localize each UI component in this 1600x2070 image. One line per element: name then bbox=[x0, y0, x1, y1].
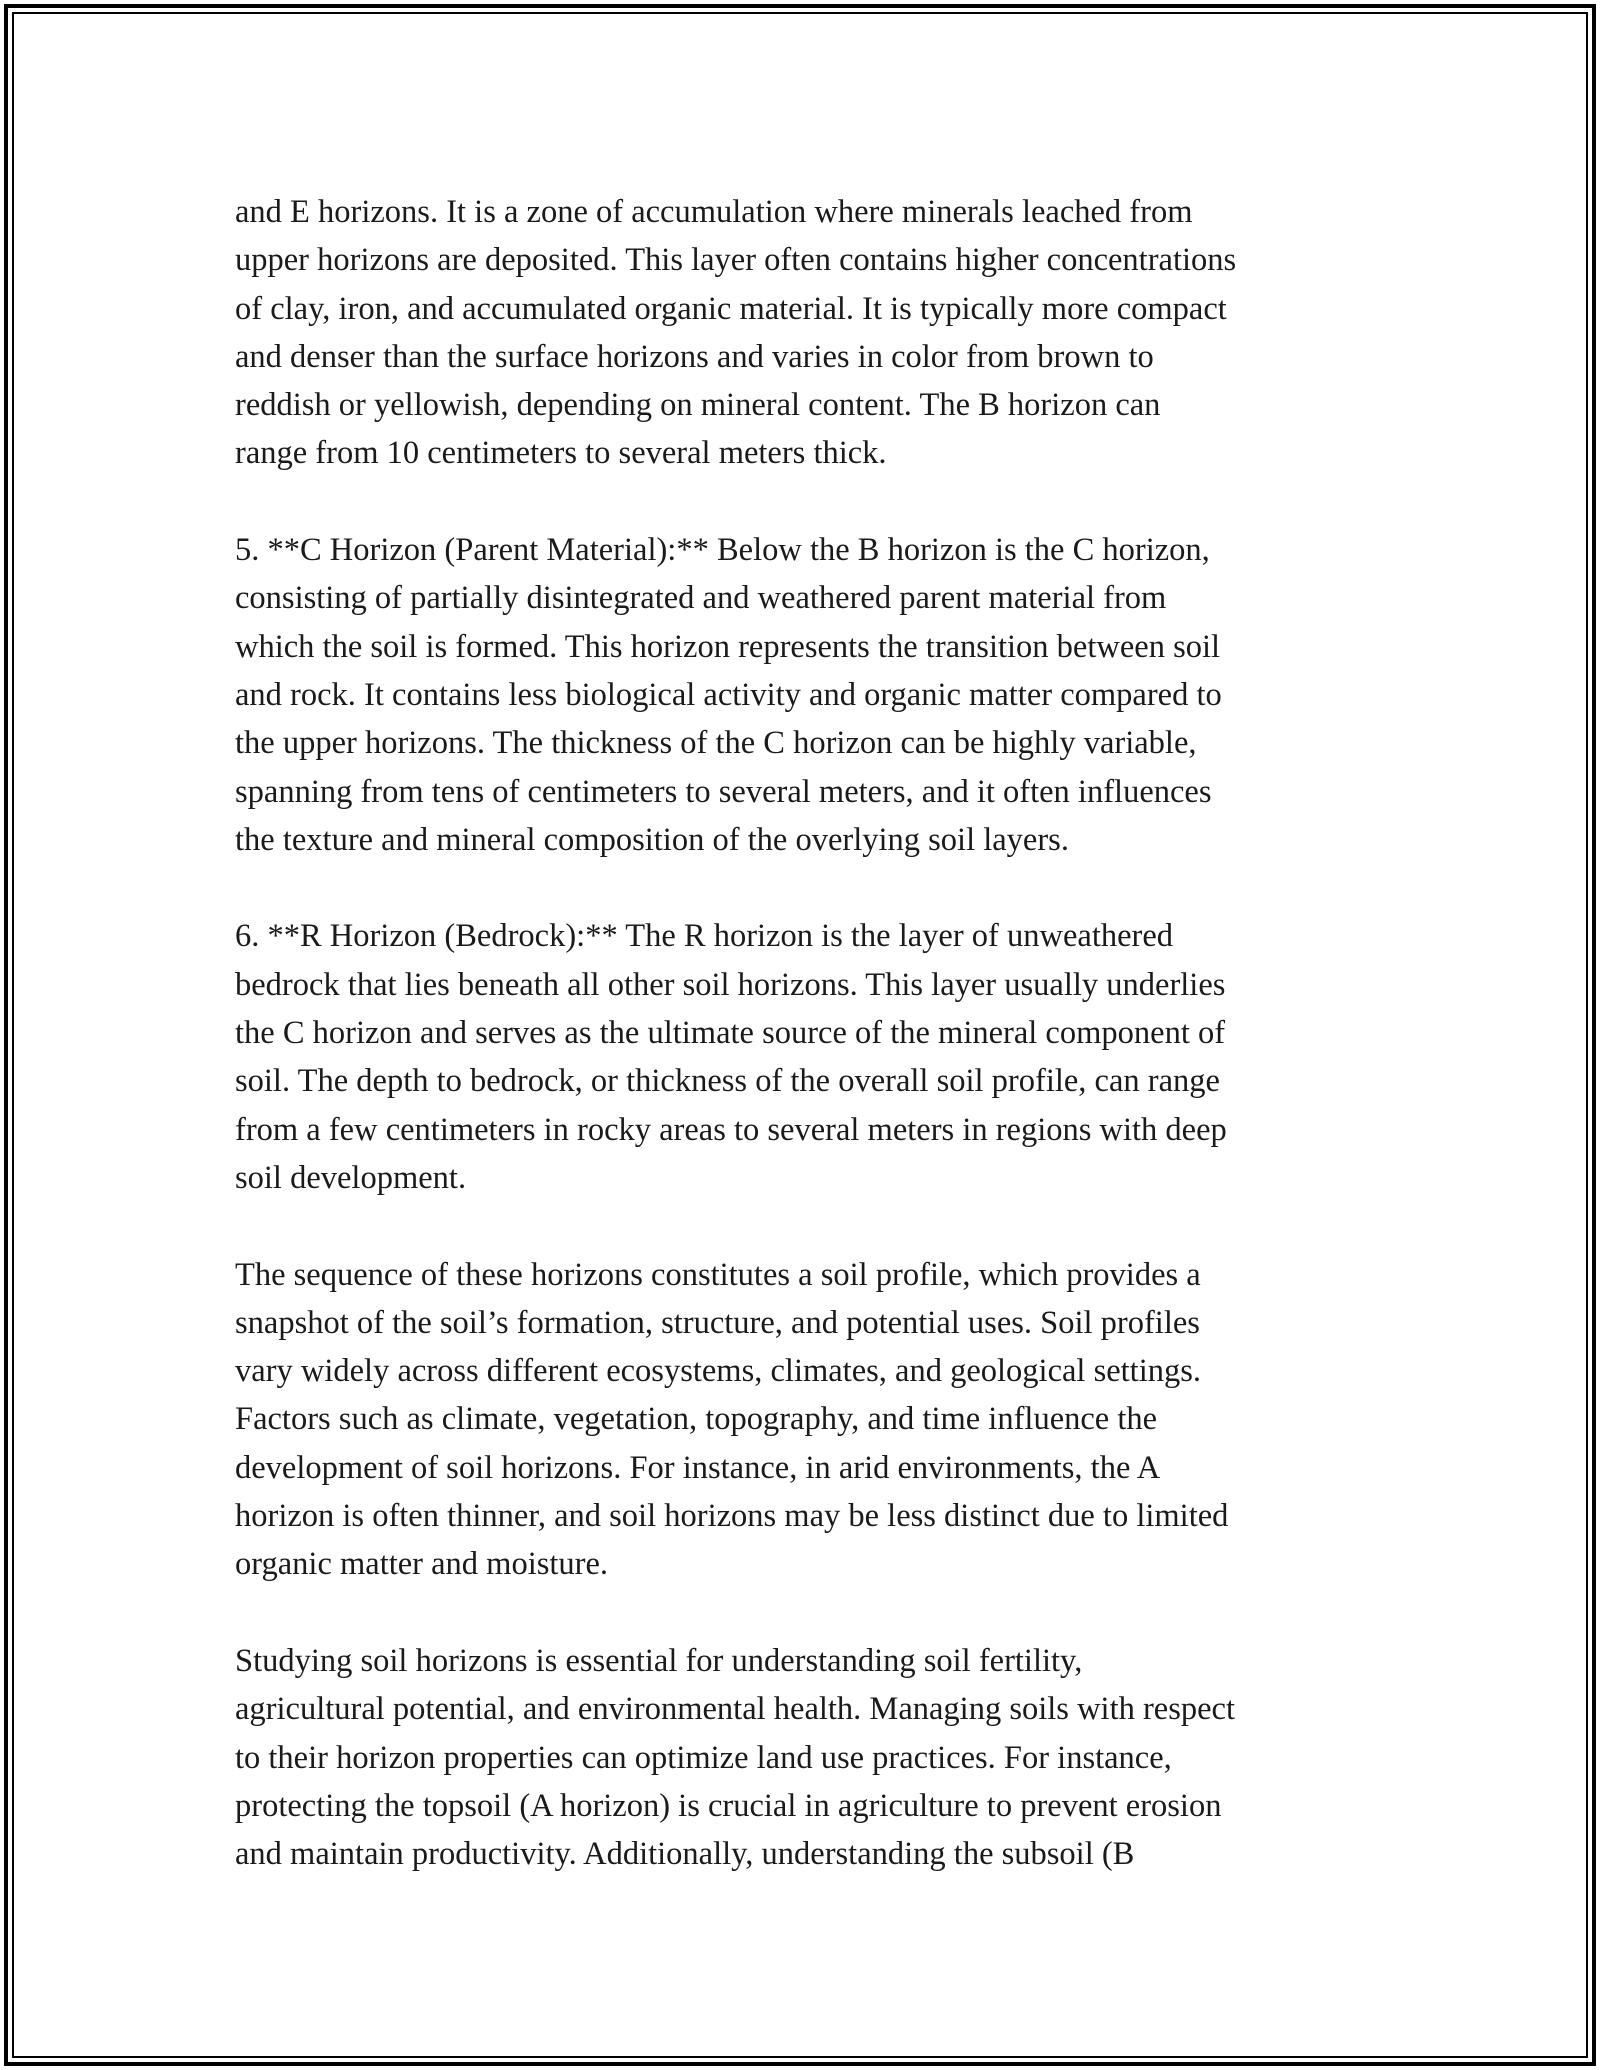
text-line: the upper horizons. The thickness of the C horizon can be highly variable, bbox=[235, 725, 1197, 762]
text-line: the texture and mineral composition of the overlying soil layers. bbox=[235, 821, 1069, 858]
paragraph-studying-horizons bbox=[235, 1637, 1385, 1878]
text-line: snapshot of the soil’s formation, structure, and potential uses. Soil profiles bbox=[235, 1304, 1200, 1341]
text-line: and rock. It contains less biological activity and organic matter compared to bbox=[235, 676, 1222, 713]
text-line: and denser than the surface horizons and varies in color from brown to bbox=[235, 338, 1154, 375]
text-line: which the soil is formed. This horizon represents the transition between soil bbox=[235, 628, 1221, 665]
text-line: organic matter and moisture. bbox=[235, 1546, 609, 1583]
text-line: to their horizon properties can optimize land use practices. For instance, bbox=[235, 1739, 1172, 1776]
text-line: Studying soil horizons is essential for understanding soil fertility, bbox=[235, 1642, 1083, 1679]
text-line: development of soil horizons. For instance, in arid environments, the A bbox=[235, 1449, 1161, 1486]
paragraph-r-horizon bbox=[235, 912, 1385, 1202]
text-line: and maintain productivity. Additionally, understanding the subsoil (B bbox=[235, 1836, 1135, 1873]
text-line: soil development. bbox=[235, 1159, 467, 1196]
text-line: 6. **R Horizon (Bedrock):** The R horizon is the layer of unweathered bbox=[235, 918, 1174, 955]
text-line: of clay, iron, and accumulated organic material. It is typically more compact bbox=[235, 290, 1227, 327]
text-line: The sequence of these horizons constitutes a soil profile, which provides a bbox=[235, 1256, 1201, 1293]
text-line: 5. **C Horizon (Parent Material):** Below the B horizon is the C horizon, bbox=[235, 532, 1210, 569]
paragraph-soil-profile bbox=[235, 1251, 1385, 1589]
text-line: and E horizons. It is a zone of accumulation where minerals leached from bbox=[235, 194, 1193, 230]
text-line: bedrock that lies beneath all other soil horizons. This layer usually underlies bbox=[235, 966, 1226, 1003]
text-line: consisting of partially disintegrated and weathered parent material from bbox=[235, 580, 1167, 617]
text-line: soil. The depth to bedrock, or thickness of the overall soil profile, can range bbox=[235, 1063, 1220, 1100]
text-line: spanning from tens of centimeters to several meters, and it often influences bbox=[235, 773, 1212, 810]
text-line: vary widely across different ecosystems, climates, and geological settings. bbox=[235, 1353, 1202, 1390]
paragraph-b-horizon-continued bbox=[235, 188, 1385, 478]
text-line: the C horizon and serves as the ultimate source of the mineral component of bbox=[235, 1015, 1226, 1052]
text-line: agricultural potential, and environmental health. Managing soils with respect bbox=[235, 1691, 1235, 1728]
text-line: range from 10 centimeters to several meters thick. bbox=[235, 435, 887, 472]
text-line: from a few centimeters in rocky areas to several meters in regions with deep bbox=[235, 1111, 1227, 1148]
text-line: Factors such as climate, vegetation, topography, and time influence the bbox=[235, 1401, 1158, 1438]
text-line: horizon is often thinner, and soil horizons may be less distinct due to limited bbox=[235, 1498, 1229, 1535]
document-body bbox=[235, 188, 1385, 1927]
text-line: upper horizons are deposited. This layer often contains higher concentrations bbox=[235, 242, 1237, 279]
paragraph-c-horizon bbox=[235, 526, 1385, 864]
text-line: protecting the topsoil (A horizon) is crucial in agriculture to prevent erosion bbox=[235, 1787, 1222, 1824]
text-line: reddish or yellowish, depending on mineral content. The B horizon can bbox=[235, 387, 1161, 424]
